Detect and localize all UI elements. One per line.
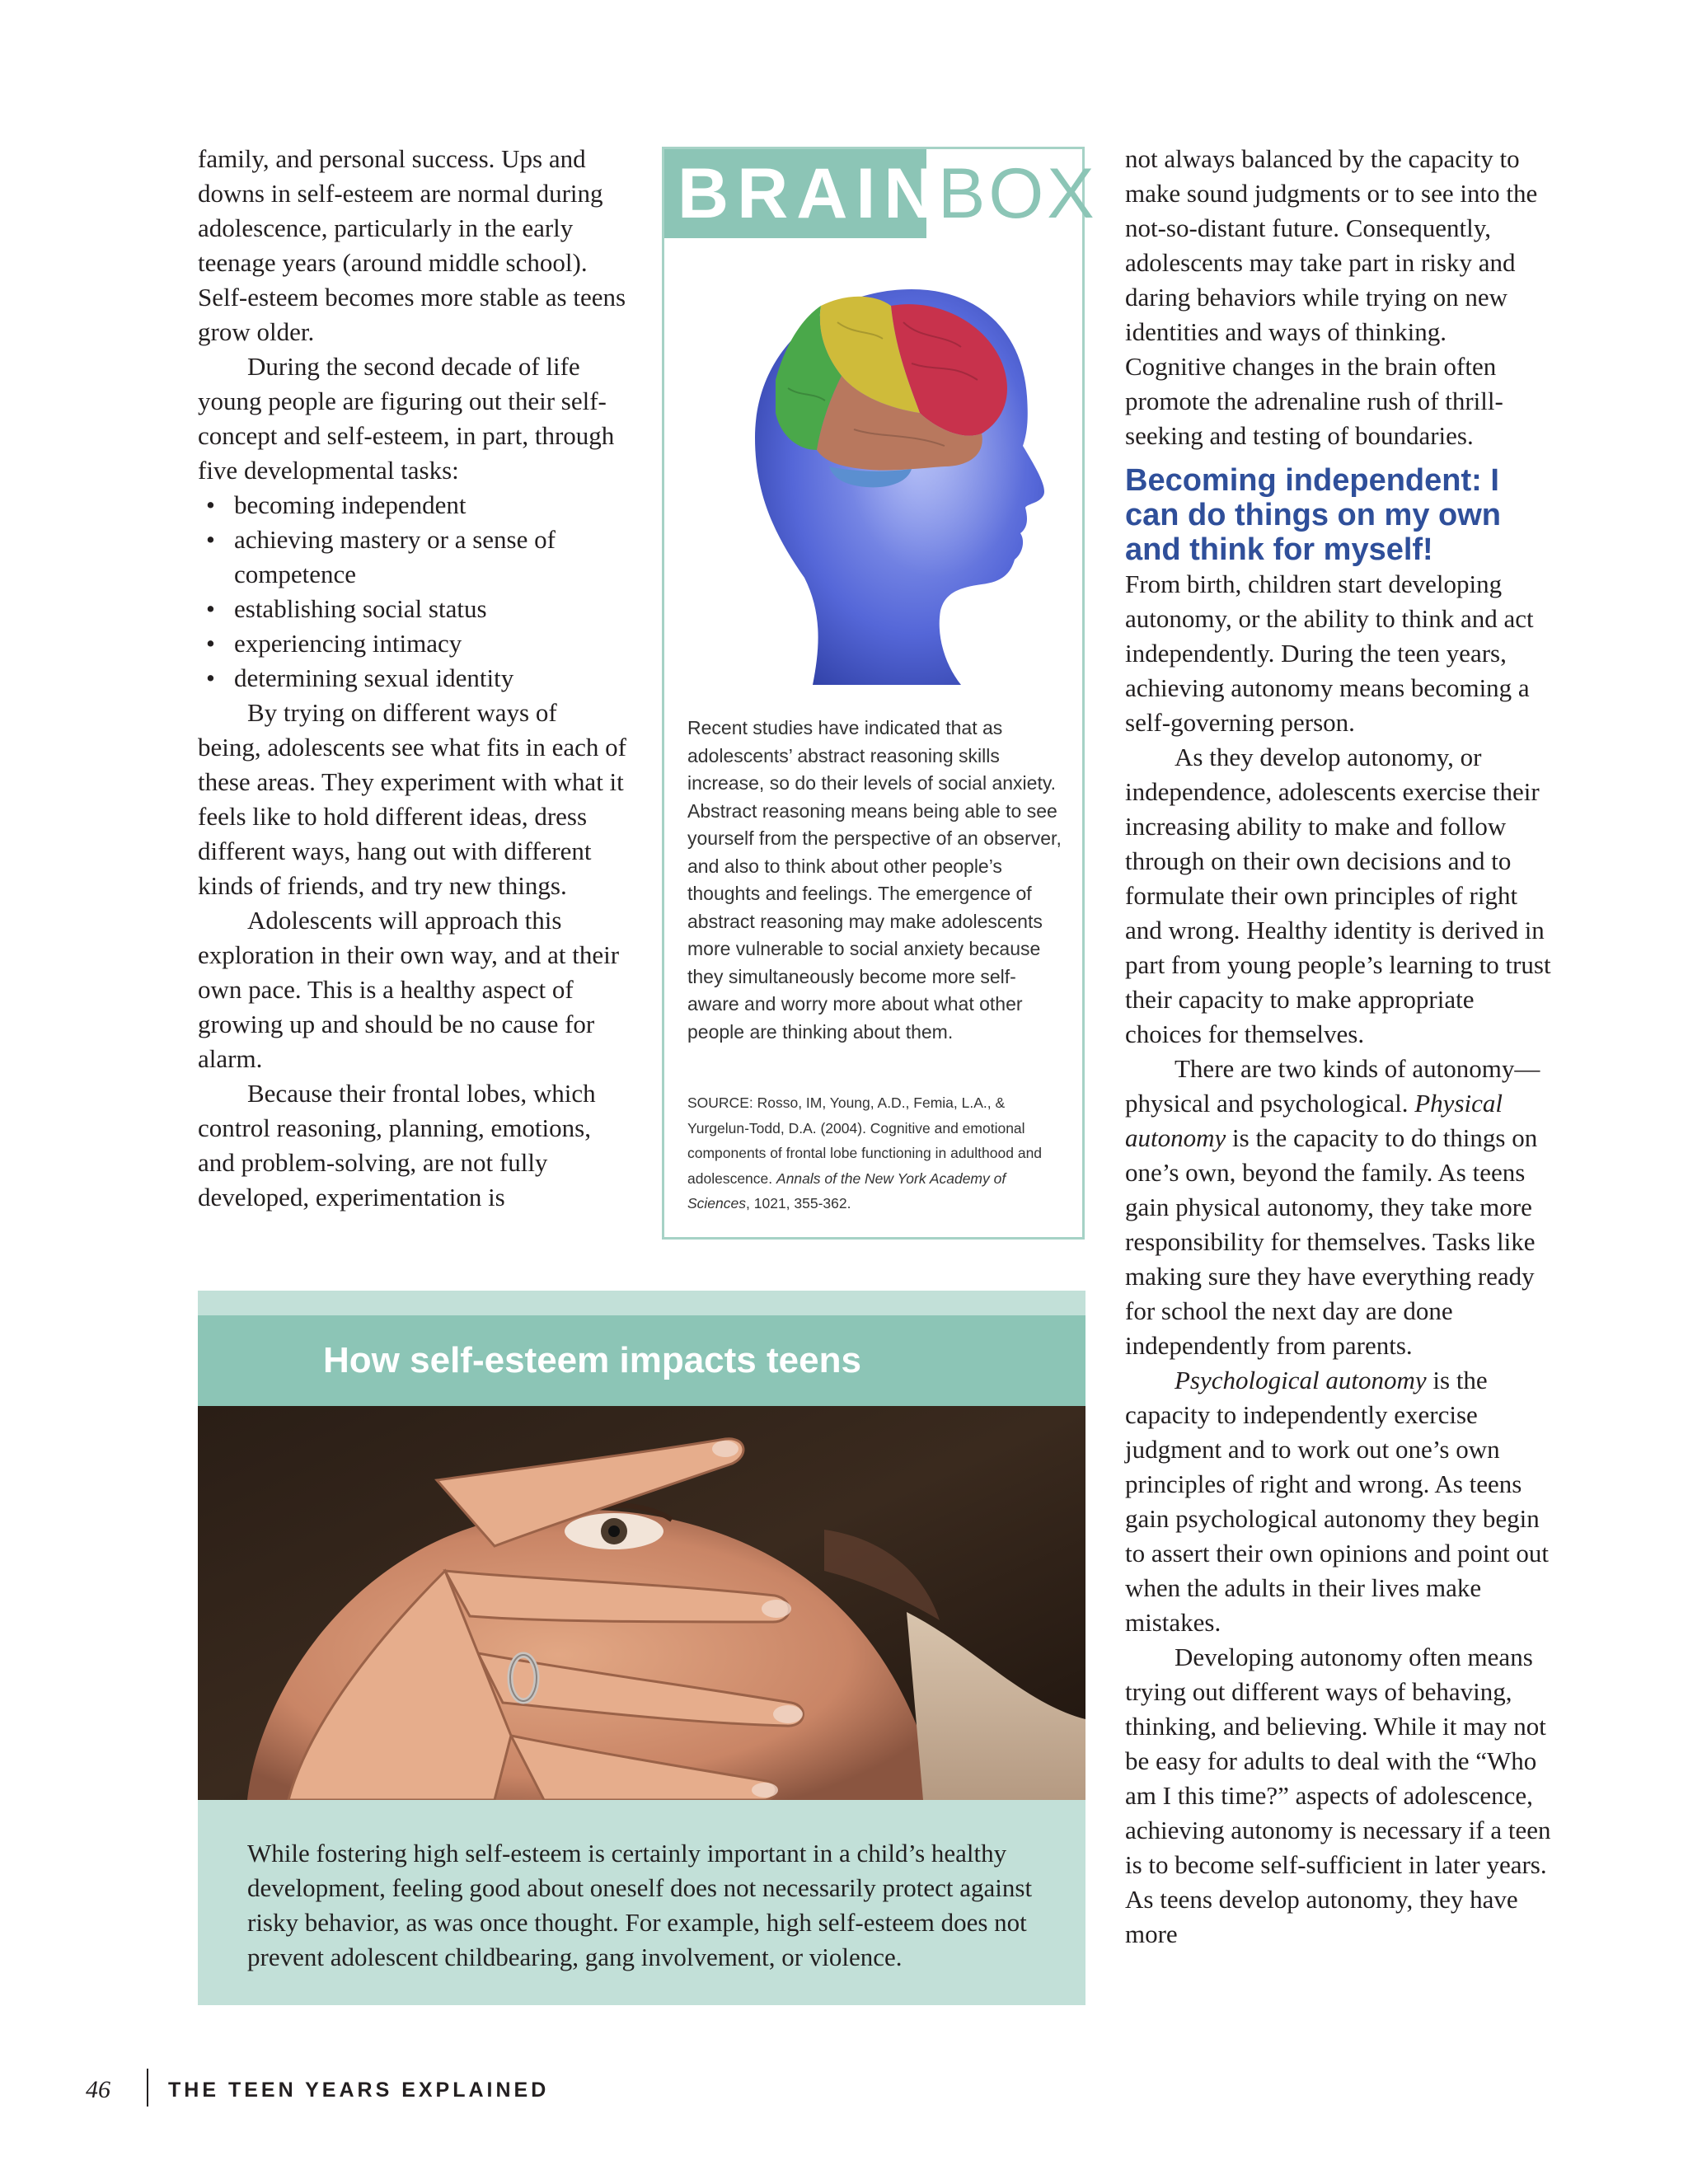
paragraph-text: is the capacity to independently exercise judgment and to work out one’s own principles of right and wrong. As teens gain psychological autonomy they begin to assert their own opinions and point out when the adults in their lives make mistakes. — [1125, 1366, 1550, 1637]
developmental-tasks-list — [198, 488, 626, 696]
list-item: • determining sexual identity — [198, 661, 626, 696]
feature-caption: While fostering high self-esteem is certainly important in a child’s healthy development, feeling good about oneself does not necessarily protect against risky behavior, as was once thought. For example, high self-esteem does not prevent adolescent childbearing, gang involvement, or violence. — [198, 1800, 1085, 2005]
paragraph: From birth, children start developing autonomy, or the ability to think and act independently. During the teen years, achieving autonomy means becoming a self-governing person. — [1125, 569, 1534, 737]
page-footer — [0, 2069, 1688, 2110]
paragraph: Developing autonomy often means trying out different ways of behaving, thinking, and believing. While it may not be easy for adults to deal with the “Who am I this time?” aspects of adolescence, achieving autonomy is necessary if a teen is to become self-sufficient in later years. As teens develop autonomy, they have more — [1125, 1643, 1551, 1948]
brain-box-text: Recent studies have indicated that as adolescents’ abstract reasoning skills increase, so do their levels of social anxiety. Abstract reasoning means being able to see yourself from the perspective of an observer, and also to think about other people’s thoughts and feelings. The emergence of abstract reasoning may make adolescents more vulnerable to social anxiety because they simultaneously become more self-aware and worry more about what other people are thinking about them. — [687, 717, 1062, 1043]
list-item: • becoming independent — [198, 488, 626, 523]
brain-head-illustration — [697, 256, 1052, 693]
brain-box-title-brain: BRAIN — [664, 149, 926, 238]
paragraph: Adolescents will approach this exploration in their own way, and at their own pace. This is a healthy aspect of growing up and should be no cause for alarm. — [198, 906, 620, 1073]
paragraph: family, and personal success. Ups and downs in self-esteem are normal during adolescence, particularly in the early teenage years (around middle school). Self-esteem becomes more stable as teens grow older. — [198, 144, 626, 346]
paragraph: As they develop autonomy, or independence, adolescents exercise their increasing ability to make and follow through on their own decisions and to formulate their own principles of right and wrong. Healthy identity is derived in part from young people’s learning to trust their capacity to make appropriate choices for themselves. — [1125, 743, 1551, 1048]
brain-box-source — [687, 1090, 1063, 1216]
brain-box-header — [664, 149, 1098, 238]
teen-covering-face-photo — [198, 1406, 1085, 1800]
brain-box-sidebar — [662, 147, 1098, 1240]
feature-top-band — [198, 1291, 1085, 1315]
paragraph: not always balanced by the capacity to make sound judgments or to see into the not-so-distant future. Consequently, adolescents may take part in risky and daring behaviors while trying on new identities and ways of thinking. Cognitive changes in the brain often promote the adrenaline rush of thrill-seeking and testing of boundaries. — [1125, 144, 1538, 450]
list-item: • establishing social status — [198, 592, 626, 626]
section-heading: Becoming independent: I can do things on my own and think for myself! — [1125, 463, 1501, 567]
right-column — [1125, 142, 1554, 1952]
brain-box-title-box: BOX — [938, 154, 1098, 233]
term-psychological-autonomy: Psychological autonomy — [1175, 1366, 1427, 1394]
paragraph: Because their frontal lobes, which control reasoning, planning, emotions, and problem-solving, are not fully developed, experimentation is — [198, 1079, 596, 1212]
source-journal: Annals of the New York Academy of Sciences — [687, 1169, 1006, 1212]
paragraph: During the second decade of life young people are figuring out their self-concept and self-esteem, in part, through five developmental tasks: — [198, 352, 615, 485]
paragraph — [1125, 1052, 1554, 1363]
list-item: • achieving mastery or a sense of competence — [198, 523, 626, 592]
feature-title: How self-esteem impacts teens — [198, 1315, 1085, 1406]
paragraph-text: There are two kinds of autonomy—physical and psychological. — [1125, 1054, 1540, 1118]
running-title: THE TEEN YEARS EXPLAINED — [168, 2079, 550, 2102]
paragraph — [1125, 1363, 1554, 1640]
page-number: 46 — [86, 2076, 110, 2103]
term-physical-autonomy: Physical autonomy — [1125, 1089, 1503, 1152]
list-item: • experiencing intimacy — [198, 626, 626, 661]
source-volume: , 1021, 355-362. — [746, 1195, 851, 1212]
paragraph: By trying on different ways of being, adolescents see what fits in each of these areas. They experiment with what it feels like to hold different ideas, dress different ways, hang out with different kinds of friends, and try new things. — [198, 698, 626, 900]
paragraph-text: is the capacity to do things on one’s own, beyond the family. As teens gain physical autonomy, they take more responsibility for themselves. Tasks like making sure they have everything ready for school the next day are done independently from parents. — [1125, 1123, 1538, 1360]
footer-divider — [147, 2069, 148, 2107]
left-column — [198, 142, 626, 1215]
source-citation: SOURCE: Rosso, IM, Young, A.D., Femia, L.A., & Yurgelun-Todd, D.A. (2004). Cognitive and emotional components of frontal lobe functioning in adulthood and adolescence. — [687, 1094, 1043, 1187]
self-esteem-feature — [198, 1291, 1085, 2005]
